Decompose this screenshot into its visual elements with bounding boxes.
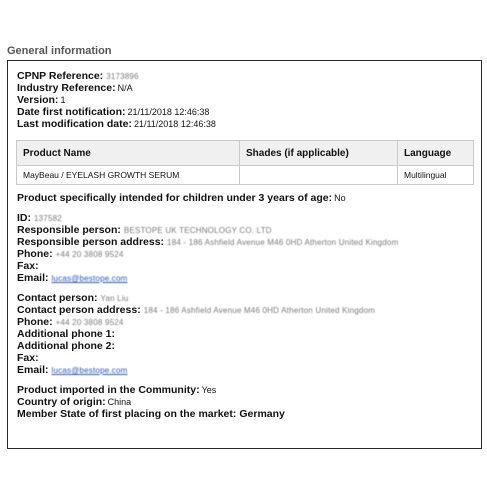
id-value: 137582	[34, 214, 62, 223]
responsible-person-value: BESTOPE UK TECHNOLOGY CO. LTD	[123, 226, 272, 235]
table-row	[17, 166, 474, 185]
imported-label: Product imported in the Community:	[17, 384, 200, 396]
industry-reference-label: Industry Reference:	[17, 82, 116, 94]
cpnp-reference-label: CPNP Reference:	[17, 70, 104, 82]
general-information-panel	[7, 60, 482, 449]
first-notification-label: Date first notification:	[17, 106, 126, 118]
contact-phone-value: +44 20 3808 9524	[55, 318, 124, 327]
responsible-fax-row	[17, 260, 39, 272]
responsible-fax-label: Fax:	[17, 260, 39, 272]
children-row	[17, 192, 346, 204]
industry-reference-value: N/A	[117, 83, 133, 93]
industry-reference-row	[17, 82, 133, 94]
member-state-value: Germany	[239, 408, 285, 420]
responsible-email-label: Email:	[17, 272, 49, 284]
additional-phone-2-label: Additional phone 2:	[17, 340, 115, 352]
shades-cell	[240, 166, 398, 185]
member-state-label: Member State of first placing on the market:	[17, 408, 237, 420]
imported-row	[17, 384, 216, 396]
additional-phone-1-label: Additional phone 1:	[17, 328, 115, 340]
contact-address-value: 184 - 186 Ashfield Avenue M46 0HD Atherton United Kingdom	[143, 306, 376, 315]
contact-person-value: Yan Liu	[100, 294, 129, 303]
responsible-phone-value: +44 20 3808 9524	[55, 250, 124, 259]
column-header-shades: Shades (if applicable)	[240, 141, 398, 166]
product-table	[16, 140, 474, 185]
country-of-origin-row	[17, 396, 131, 408]
additional-phone-1-row	[17, 328, 115, 340]
version-value: 1	[60, 95, 66, 105]
column-header-language: Language	[398, 141, 474, 166]
responsible-email-link[interactable]: lucas@bestope.com	[51, 274, 128, 283]
product-name-cell: MayBeau / EYELASH GROWTH SERUM	[17, 166, 240, 185]
responsible-email-row	[17, 272, 128, 285]
responsible-address-label: Responsible person address:	[17, 236, 165, 248]
contact-email-label: Email:	[17, 364, 49, 376]
cpnp-reference-value: 3173896	[106, 72, 139, 81]
id-label: ID:	[17, 212, 31, 224]
country-of-origin-label: Country of origin:	[17, 396, 106, 408]
version-label: Version:	[17, 94, 59, 106]
responsible-address-value: 184 - 186 Ashfield Avenue M46 0HD Atherton United Kingdom	[167, 238, 399, 247]
contact-fax-label: Fax:	[17, 352, 39, 364]
first-notification-value: 21/11/2018 12:46:38	[127, 107, 210, 117]
responsible-person-label: Responsible person:	[17, 224, 121, 236]
contact-person-label: Contact person:	[17, 292, 98, 304]
additional-phone-2-row	[17, 340, 115, 352]
last-modification-label: Last modification date:	[17, 118, 132, 130]
contact-phone-label: Phone:	[17, 316, 53, 328]
children-label: Product specifically intended for children under 3 years of age:	[17, 192, 333, 204]
language-cell: Multilingual	[398, 166, 474, 185]
version-row	[17, 94, 65, 106]
contact-fax-row	[17, 352, 39, 364]
country-of-origin-value: China	[107, 397, 132, 407]
product-table-header	[17, 141, 474, 166]
contact-email-link[interactable]: lucas@bestope.com	[51, 366, 128, 375]
last-modification-value: 21/11/2018 12:46:38	[133, 119, 216, 129]
member-state-row	[17, 408, 285, 420]
responsible-phone-label: Phone:	[17, 248, 53, 260]
contact-email-row	[17, 364, 128, 377]
column-header-product-name: Product Name	[17, 141, 240, 166]
children-value: No	[334, 193, 346, 203]
section-title: General information	[7, 45, 112, 57]
contact-address-label: Contact person address:	[17, 304, 141, 316]
first-notification-row	[17, 106, 209, 118]
last-modification-row	[17, 118, 216, 130]
imported-value: Yes	[201, 385, 217, 395]
